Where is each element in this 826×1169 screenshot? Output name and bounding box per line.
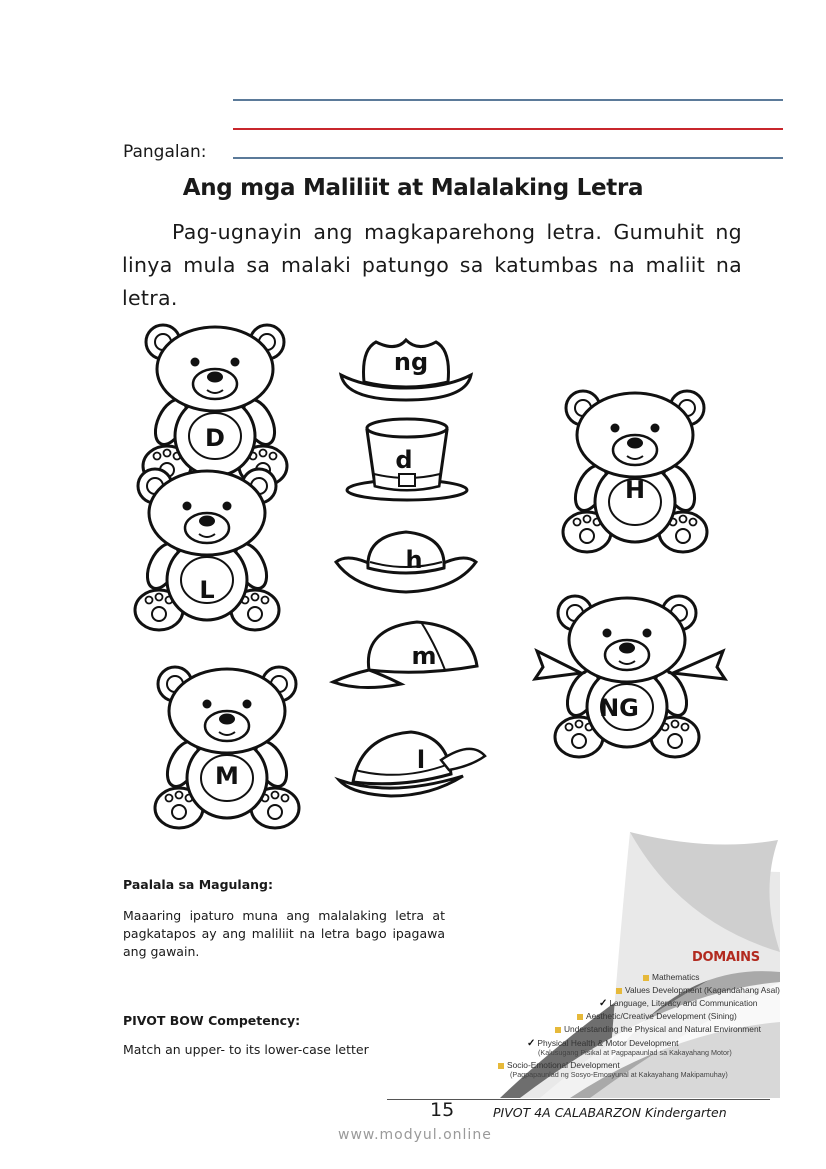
domain-item-mathematics bbox=[643, 972, 699, 982]
bullet-square-icon bbox=[498, 1063, 504, 1069]
page-curl-decoration bbox=[480, 832, 780, 1098]
parent-note-heading: Paalala sa Magulang: bbox=[123, 877, 273, 892]
bear-ng bbox=[535, 596, 725, 757]
bear-letter-ng: NG bbox=[599, 694, 639, 722]
domain-item-socio-emotional bbox=[498, 1060, 620, 1070]
hat-letter-m: m bbox=[411, 642, 437, 670]
parent-note-text: Maaaring ipaturo muna ang malalaking letra at pagkatapos ay ang maliliit na letra bago ipagawa ang gawain. bbox=[123, 908, 445, 959]
domains-title: DOMAINS bbox=[692, 950, 760, 965]
baseball-cap-icon bbox=[333, 622, 477, 688]
hat-letter-d: d bbox=[395, 446, 413, 474]
bear-letter-m: M bbox=[215, 762, 239, 790]
domain-label: Physical Health & Motor Development bbox=[537, 1038, 679, 1048]
checkmark-icon: ✓ bbox=[527, 1038, 536, 1049]
worksheet-title: Ang mga Maliliit at Malalaking Letra bbox=[182, 175, 644, 201]
writing-line-middle bbox=[233, 128, 783, 130]
bullet-square-icon bbox=[643, 975, 649, 981]
checkmark-icon: ✓ bbox=[599, 998, 608, 1009]
domain-sub-socio-emotional: (Pagpapaunlad ng Sosyo-Emosyunal at Kakayahang Makipamuhay) bbox=[510, 1070, 728, 1079]
name-label: Pangalan: bbox=[123, 142, 207, 162]
hat-letter-h: h bbox=[405, 546, 423, 574]
domain-sub-physical: (Kalusugang Pisikal at Pagpapaunlad sa Kakayahang Motor) bbox=[538, 1048, 732, 1057]
bear-d bbox=[143, 325, 287, 486]
teddy-bear-icon bbox=[143, 325, 287, 486]
domain-label: Language, Literacy and Communication bbox=[609, 998, 758, 1008]
matching-pictures bbox=[115, 320, 755, 840]
bear-letter-l: L bbox=[199, 576, 215, 604]
bear-letter-h: H bbox=[624, 476, 646, 504]
teddy-bear-icon bbox=[555, 596, 699, 757]
bear-letter-d: D bbox=[205, 424, 225, 452]
name-input-line[interactable] bbox=[233, 157, 783, 159]
writing-line-top bbox=[233, 99, 783, 101]
hat-letter-ng: ng bbox=[393, 348, 429, 376]
watermark: www.modyul.online bbox=[338, 1127, 492, 1143]
domain-label: Understanding the Physical and Natural Environment bbox=[564, 1024, 761, 1034]
teddy-bear-icon bbox=[155, 667, 299, 828]
teddy-bear-icon bbox=[563, 391, 707, 552]
publication-label: PIVOT 4A CALABARZON Kindergarten bbox=[493, 1105, 727, 1120]
instructions bbox=[122, 216, 742, 315]
domain-label: Values Development (Kagandahang Asal) bbox=[625, 985, 780, 995]
domain-item-environment bbox=[555, 1024, 761, 1034]
bullet-square-icon bbox=[616, 988, 622, 994]
hat-letter-l: l bbox=[416, 746, 426, 774]
domain-item-values bbox=[616, 985, 780, 995]
bullet-square-icon bbox=[577, 1014, 583, 1020]
bear-m bbox=[155, 667, 299, 828]
bear-h bbox=[563, 391, 707, 552]
bear-l bbox=[135, 469, 279, 630]
bullet-square-icon bbox=[555, 1027, 561, 1033]
domain-label: Socio-Emotional Development bbox=[507, 1060, 620, 1070]
domain-item-language bbox=[599, 998, 757, 1009]
competency-text: Match an upper- to its lower-case letter bbox=[123, 1042, 369, 1057]
instructions-text: Pag-ugnayin ang magkaparehong letra. Gumuhit ng linya mula sa malaki patungo sa katumbas na maliit na letra. bbox=[122, 220, 742, 310]
domain-label: Mathematics bbox=[652, 972, 700, 982]
competency-heading: PIVOT BOW Competency: bbox=[123, 1013, 301, 1028]
page-number: 15 bbox=[430, 1099, 455, 1121]
feathered-hat-icon bbox=[339, 732, 485, 796]
domain-item-aesthetic bbox=[577, 1011, 737, 1021]
domain-label: Aesthetic/Creative Development (Sining) bbox=[586, 1011, 737, 1021]
teddy-bear-icon bbox=[135, 469, 279, 630]
